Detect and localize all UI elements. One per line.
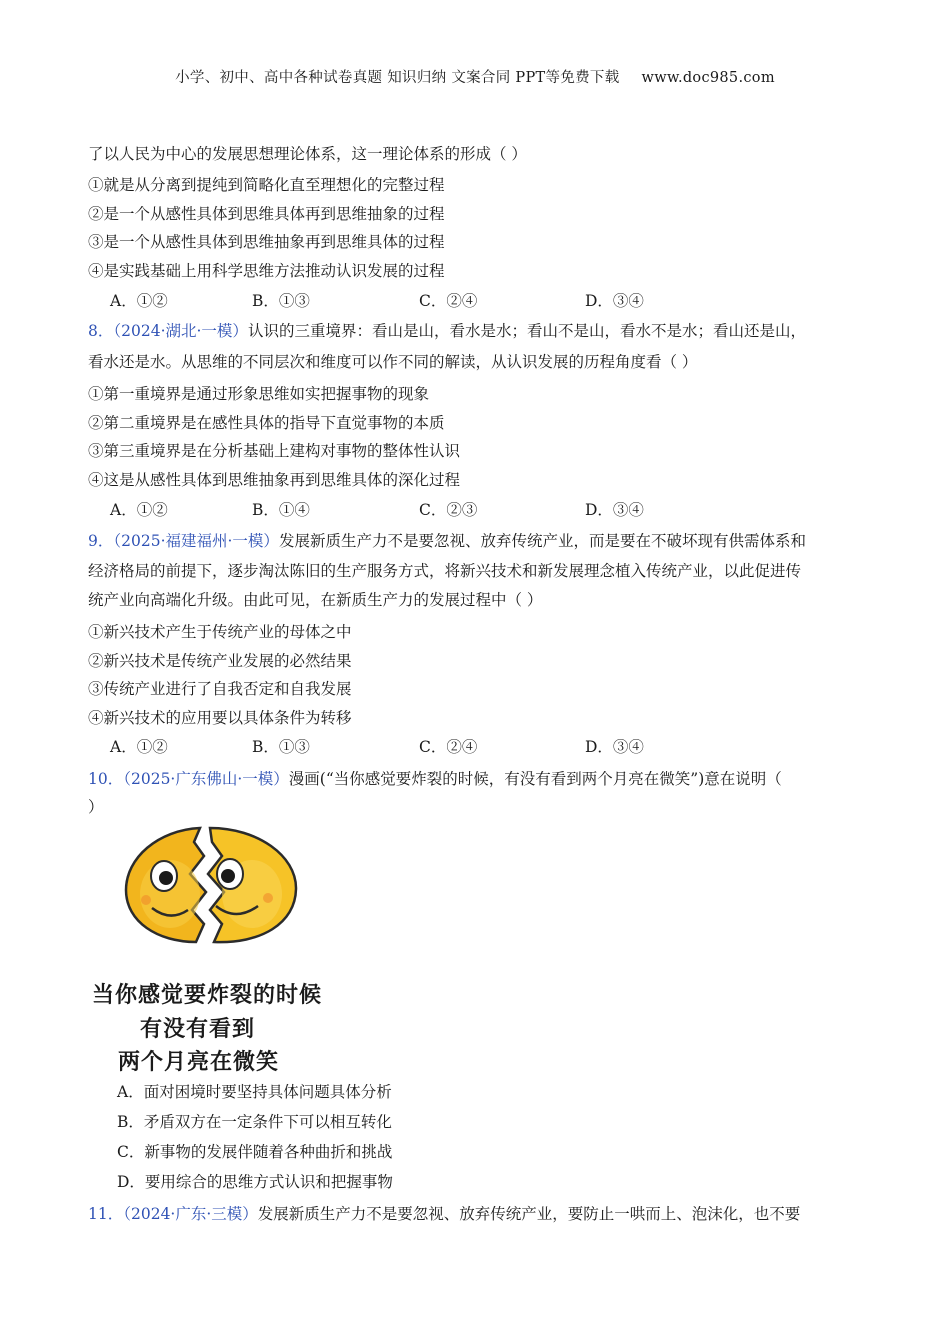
page-header — [0, 66, 950, 87]
q7-stem: 了以人民为中心的发展思想理论体系，这一理论体系的形成（ ） — [88, 145, 527, 163]
q8-number: 8． — [88, 322, 114, 340]
q8-item-3: ③第三重境界是在分析基础上建构对事物的整体性认识 — [88, 442, 461, 460]
q9-choice-d[interactable]: D．③④ — [585, 738, 644, 756]
q8-stem-text: 认识的三重境界：看山是山，看水是水；看山不是山，看水不是水；看山还是山， — [247, 322, 806, 340]
q8-stem-line-2: 看水还是水。从思维的不同层次和维度可以作不同的解读，从认识发展的历程角度看（ ） — [88, 353, 698, 371]
q10-choice-b[interactable]: B．矛盾双方在一定条件下可以相互转化 — [117, 1113, 392, 1131]
q10-stem-text: 漫画(“当你感觉要炸裂的时候，有没有看到两个月亮在微笑”)意在说明（ — [288, 770, 782, 788]
q9-choice-c[interactable]: C．②④ — [419, 738, 478, 756]
q9-item-2: ②新兴技术是传统产业发展的必然结果 — [88, 652, 352, 670]
q10-stem-line-1 — [88, 768, 782, 790]
smiley-face-icon — [118, 820, 308, 950]
q8-item-1: ①第一重境界是通过形象思维如实把握事物的现象 — [88, 385, 430, 403]
q7-item-2: ②是一个从感性具体到思维具体再到思维抽象的过程 — [88, 205, 445, 223]
q9-stem-line-3: 统产业向高端化升级。由此可见，在新质生产力的发展过程中（ ） — [88, 591, 543, 609]
q7-choice-b[interactable]: B．①③ — [252, 292, 310, 310]
q7-choice-c[interactable]: C．②④ — [419, 292, 478, 310]
q11-stem-line-1 — [88, 1203, 800, 1225]
header-text: 小学、初中、高中各种试卷真题 知识归纳 文案合同 PPT等免费下载 — [175, 70, 620, 86]
q7-choice-a[interactable]: A．①② — [110, 292, 168, 310]
q8-item-2: ②第二重境界是在感性具体的指导下直觉事物的本质 — [88, 414, 445, 432]
q9-item-1: ①新兴技术产生于传统产业的母体之中 — [88, 623, 352, 641]
q10-choice-d[interactable]: D．要用综合的思维方式认识和把握事物 — [117, 1173, 393, 1191]
q8-stem-line-1 — [88, 320, 806, 342]
q11-stem-text: 发展新质生产力不是要忽视、放弃传统产业，要防止一哄而上、泡沫化，也不要 — [257, 1205, 801, 1223]
q10-choice-c[interactable]: C．新事物的发展伴随着各种曲折和挑战 — [117, 1143, 393, 1161]
q7-item-1: ①就是从分离到提纯到简略化直至理想化的完整过程 — [88, 176, 445, 194]
q8-choice-a[interactable]: A．①② — [110, 501, 168, 519]
q9-choice-b[interactable]: B．①③ — [252, 738, 310, 756]
q8-choice-c[interactable]: C．②③ — [419, 501, 478, 519]
q7-item-3: ③是一个从感性具体到思维抽象再到思维具体的过程 — [88, 233, 445, 251]
cartoon-caption-line-2: 有没有看到 — [140, 1017, 256, 1042]
q9-stem-line-2: 经济格局的前提下，逐步淘汰陈旧的生产服务方式，将新兴技术和新发展理念植入传统产业，以此促进传 — [88, 562, 802, 580]
q11-number: 11． — [88, 1205, 124, 1223]
q11-source: （2024·广东·三模） — [123, 1205, 258, 1223]
cartoon-caption-line-3: 两个月亮在微笑 — [118, 1050, 280, 1075]
q8-source: （2024·湖北·一模） — [113, 322, 248, 340]
q9-choice-a[interactable]: A．①② — [110, 738, 168, 756]
q8-item-4: ④这是从感性具体到思维抽象再到思维具体的深化过程 — [88, 471, 461, 489]
q10-number: 10． — [88, 770, 124, 788]
header-site: www.doc985.com — [641, 70, 775, 86]
q10-stem-line-2: ） — [88, 798, 104, 816]
q8-choice-b[interactable]: B．①④ — [252, 501, 310, 519]
q9-number: 9． — [88, 532, 114, 550]
q9-stem-text: 发展新质生产力不是要忽视、放弃传统产业，而是要在不破坏现有供需体系和 — [278, 532, 806, 550]
q7-item-4: ④是实践基础上用科学思维方法推动认识发展的过程 — [88, 262, 445, 280]
q9-stem-line-1 — [88, 530, 806, 552]
q9-item-4: ④新兴技术的应用要以具体条件为转移 — [88, 709, 352, 727]
q9-source: （2025·福建福州·一模） — [113, 532, 279, 550]
q8-choice-d[interactable]: D．③④ — [585, 501, 644, 519]
q10-choice-a[interactable]: A．面对困境时要坚持具体问题具体分析 — [117, 1083, 392, 1101]
q9-item-3: ③传统产业进行了自我否定和自我发展 — [88, 680, 352, 698]
cartoon-caption-line-1: 当你感觉要炸裂的时候 — [92, 983, 323, 1008]
q10-source: （2025·广东佛山·一模） — [123, 770, 289, 788]
q7-choice-d[interactable]: D．③④ — [585, 292, 644, 310]
